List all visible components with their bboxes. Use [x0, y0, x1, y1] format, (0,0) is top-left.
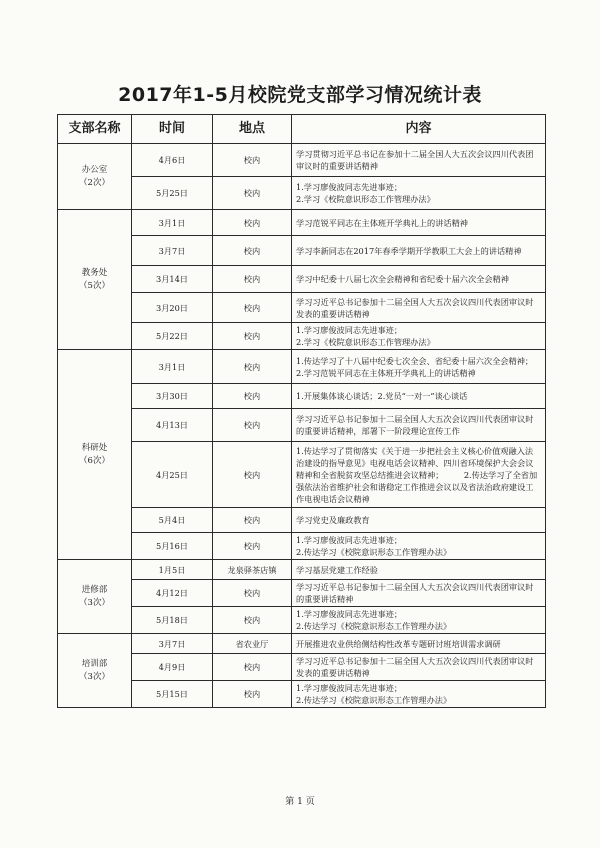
dept-cell	[58, 634, 132, 708]
table-row	[58, 580, 546, 607]
table-row	[58, 607, 546, 634]
study-statistics-table	[57, 114, 546, 708]
content-line: 1.学习廖俊波同志先进事迹；	[296, 683, 403, 693]
location-cell: 校内	[213, 236, 292, 266]
content-line: 学习李新同志在2017年春季学期开学教职工大会上的讲话精神	[296, 245, 522, 256]
table-row	[58, 177, 546, 210]
time-cell: 3月7日	[132, 634, 213, 654]
location-cell: 校内	[213, 533, 292, 560]
dept-name: 科研处	[81, 442, 108, 453]
table-body	[58, 144, 546, 708]
location-cell: 校内	[213, 607, 292, 634]
table-row	[58, 266, 546, 293]
content-line: 1.学习廖俊波同志先进事迹；	[296, 609, 403, 619]
time-cell: 5月16日	[132, 533, 213, 560]
table-row	[58, 681, 546, 708]
dept-count: （5次）	[79, 280, 110, 291]
content-cell	[292, 210, 546, 236]
time-cell: 5月22日	[132, 323, 213, 350]
content-cell	[292, 654, 546, 681]
header-content: 内容	[292, 115, 546, 144]
dept-name: 培训部	[81, 658, 108, 669]
header-time: 时间	[132, 115, 213, 144]
time-cell: 4月9日	[132, 654, 213, 681]
time-cell: 4月6日	[132, 144, 213, 177]
dept-cell	[58, 560, 132, 634]
time-cell: 4月12日	[132, 580, 213, 607]
dept-name: 进修部	[81, 584, 108, 595]
time-cell: 3月1日	[132, 350, 213, 384]
location-cell: 校内	[213, 323, 292, 350]
content-line: 1.学习廖俊波同志先进事迹；	[296, 325, 403, 335]
content-line: 学习习近平总书记参加十二届全国人大五次会议四川代表团审议时发表的重要讲话精神	[296, 296, 534, 319]
location-cell: 校内	[213, 681, 292, 708]
content-line: 开展推进农业供给侧结构性改革专题研讨班培训需求调研	[296, 638, 501, 649]
content-cell	[292, 384, 546, 409]
dept-count: （2次）	[79, 177, 110, 188]
dept-name: 教务处	[81, 267, 108, 278]
dept-cell	[58, 144, 132, 210]
location-cell: 校内	[213, 210, 292, 236]
dept-count: （6次）	[79, 455, 110, 466]
location-cell: 校内	[213, 177, 292, 210]
content-cell	[292, 350, 546, 384]
content-line: 学习党史及廉政教育	[296, 515, 370, 525]
time-cell: 5月4日	[132, 508, 213, 533]
header-dept: 支部名称	[58, 115, 132, 144]
dept-count: （3次）	[79, 597, 110, 608]
table-row	[58, 409, 546, 442]
table-row	[58, 210, 546, 236]
content-cell	[292, 681, 546, 708]
location-cell: 校内	[213, 580, 292, 607]
content-line: 2.传达学习《校院意识形态工作管理办法》	[296, 695, 452, 705]
location-cell: 校内	[213, 350, 292, 384]
content-cell	[292, 580, 546, 607]
location-cell: 龙泉驿茶店镇	[213, 560, 292, 580]
content-cell	[292, 293, 546, 323]
content-line: 2.传达学习《校院意识形态工作管理办法》	[296, 621, 452, 631]
table-row	[58, 144, 546, 177]
content-line: 学习习近平总书记参加十二届全国人大五次会议四川代表团审议时的重要讲话精神，部署下一阶段理论宣传工作	[296, 414, 534, 436]
content-line: 学习范锐平同志在主体班开学典礼上的讲话精神	[296, 217, 468, 228]
content-cell	[292, 508, 546, 533]
content-line: 学习习近平总书记参加十二届全国人大五次会议四川代表团审议时的重要讲话精神	[296, 582, 534, 604]
time-cell: 1月5日	[132, 560, 213, 580]
dept-cell	[58, 350, 132, 560]
table-row	[58, 533, 546, 560]
table-row	[58, 384, 546, 409]
dept-cell	[58, 210, 132, 350]
table-row	[58, 654, 546, 681]
time-cell: 5月18日	[132, 607, 213, 634]
table-row	[58, 323, 546, 350]
dept-name: 办公室	[81, 164, 108, 175]
table-row	[58, 508, 546, 533]
content-line: 学习贯彻习近平总书记在参加十二届全国人大五次会议四川代表团审议时的重要讲话精神	[296, 149, 534, 171]
content-line: 2.传达学习《校院意识形态工作管理办法》	[296, 547, 452, 557]
time-cell: 5月25日	[132, 177, 213, 210]
content-cell	[292, 323, 546, 350]
content-line: 1.开展集体谈心谈话；2.党员“一对一”谈心谈话	[296, 391, 468, 401]
location-cell: 校内	[213, 144, 292, 177]
content-line: 1.学习廖俊波同志先进事迹；	[296, 182, 403, 192]
content-line: 学习习近平总书记参加十二届全国人大五次会议四川代表团审议时发表的重要讲话精神	[296, 656, 534, 678]
content-line: 2.学习范锐平同志在主体班开学典礼上的讲话精神	[296, 367, 476, 378]
time-cell: 3月30日	[132, 384, 213, 409]
table-row	[58, 560, 546, 580]
time-cell: 3月7日	[132, 236, 213, 266]
table-row	[58, 350, 546, 384]
location-cell: 校内	[213, 384, 292, 409]
location-cell: 省农业厅	[213, 634, 292, 654]
content-line: 1.传达学习了贯彻落实《关于进一步把社会主义核心价值观融入法治建设的指导意见》电视电话会议精神、四川省环境保护大会会议精神和全省脱贫攻坚总结推进会议精神； 2.传达学习了全省加强依法治省维护社会和谐稳定工作推进会议以及省法治政府建设工作电视电话会议精神	[296, 445, 538, 504]
table-row	[58, 634, 546, 654]
time-cell: 3月14日	[132, 266, 213, 293]
location-cell: 校内	[213, 266, 292, 293]
location-cell: 校内	[213, 654, 292, 681]
table-row	[58, 442, 546, 508]
content-line: 学习中纪委十八届七次全会精神和省纪委十届六次全会精神	[296, 274, 509, 284]
time-cell: 5月15日	[132, 681, 213, 708]
time-cell: 3月20日	[132, 293, 213, 323]
content-line: 1.学习廖俊波同志先进事迹；	[296, 535, 403, 545]
content-line: 1.传达学习了十八届中纪委七次全会、省纪委十届六次全会精神；	[296, 355, 534, 366]
location-cell: 校内	[213, 508, 292, 533]
table-header-row	[58, 115, 546, 144]
content-cell	[292, 144, 546, 177]
content-cell	[292, 266, 546, 293]
location-cell: 校内	[213, 442, 292, 508]
dept-count: （3次）	[79, 671, 110, 682]
content-cell	[292, 409, 546, 442]
content-cell	[292, 533, 546, 560]
content-cell	[292, 236, 546, 266]
content-line: 2.学习《校院意识形态工作管理办法》	[296, 194, 435, 204]
time-cell: 4月13日	[132, 409, 213, 442]
page-number: 第 1 页	[285, 797, 315, 807]
header-location: 地点	[213, 115, 292, 144]
page-title: 2017年1-5月校院党支部学习情况统计表	[118, 84, 482, 106]
content-line: 2.学习《校院意识形态工作管理办法》	[296, 337, 435, 347]
content-cell	[292, 560, 546, 580]
time-cell: 3月1日	[132, 210, 213, 236]
content-cell	[292, 607, 546, 634]
table-row	[58, 293, 546, 323]
content-cell	[292, 634, 546, 654]
content-cell	[292, 442, 546, 508]
location-cell: 校内	[213, 409, 292, 442]
location-cell: 校内	[213, 293, 292, 323]
table-row	[58, 236, 546, 266]
content-line: 学习基层党建工作经验	[296, 564, 378, 575]
time-cell: 4月25日	[132, 442, 213, 508]
content-cell	[292, 177, 546, 210]
